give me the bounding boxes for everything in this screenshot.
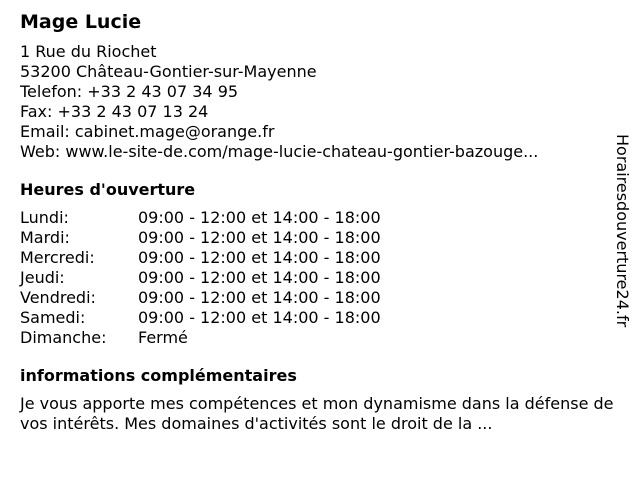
hours-day: Lundi: [20, 208, 69, 227]
hours-day: Mercredi: [20, 248, 95, 267]
phone-label: Telefon: [20, 82, 83, 101]
hours-day: Vendredi: [20, 288, 96, 307]
hours-time: 09:00 - 12:00 et 14:00 - 18:00 [138, 288, 381, 307]
business-details [20, 10, 614, 434]
hours-row [20, 288, 381, 308]
site-watermark: Horairesdouverture24.fr [613, 134, 632, 328]
opening-hours-table [20, 208, 381, 348]
web-line [20, 142, 610, 162]
hours-row [20, 308, 381, 328]
hours-row [20, 248, 381, 268]
hours-time: 09:00 - 12:00 et 14:00 - 18:00 [138, 208, 381, 227]
hours-row [20, 208, 381, 228]
additional-info-text: Je vous apporte mes compétences et mon dynamisme dans la défense de vos intérêts. Mes domaines d'activités sont le droit de la ... [20, 394, 614, 433]
hours-day: Dimanche: [20, 328, 107, 347]
hours-time: 09:00 - 12:00 et 14:00 - 18:00 [138, 308, 381, 327]
phone-number[interactable]: +33 2 43 07 34 95 [87, 82, 239, 101]
business-name: Mage Lucie [20, 11, 142, 33]
phone-line [20, 82, 610, 102]
hours-day: Samedi: [20, 308, 86, 327]
web-link[interactable]: www.le-site-de.com/mage-lucie-chateau-gontier-bazouge... [65, 142, 539, 161]
hours-day: Jeudi: [20, 268, 65, 287]
fax-line [20, 102, 610, 122]
hours-row [20, 268, 381, 288]
fax-label: Fax: [20, 102, 53, 121]
hours-time: Fermé [138, 328, 188, 347]
hours-time: 09:00 - 12:00 et 14:00 - 18:00 [138, 228, 381, 247]
hours-day: Mardi: [20, 228, 70, 247]
additional-info-heading: informations complémentaires [20, 366, 297, 385]
web-label: Web: [20, 142, 61, 161]
hours-row [20, 328, 381, 348]
hours-time: 09:00 - 12:00 et 14:00 - 18:00 [138, 248, 381, 267]
fax-number: +33 2 43 07 13 24 [57, 102, 209, 121]
email-link[interactable]: cabinet.mage@orange.fr [74, 122, 275, 141]
address-street: 1 Rue du Riochet [20, 42, 157, 61]
email-label: Email: [20, 122, 70, 141]
hours-time: 09:00 - 12:00 et 14:00 - 18:00 [138, 268, 381, 287]
email-line [20, 122, 610, 142]
opening-hours-heading: Heures d'ouverture [20, 180, 196, 199]
hours-row [20, 228, 381, 248]
address-city: 53200 Château-Gontier-sur-Mayenne [20, 62, 317, 81]
